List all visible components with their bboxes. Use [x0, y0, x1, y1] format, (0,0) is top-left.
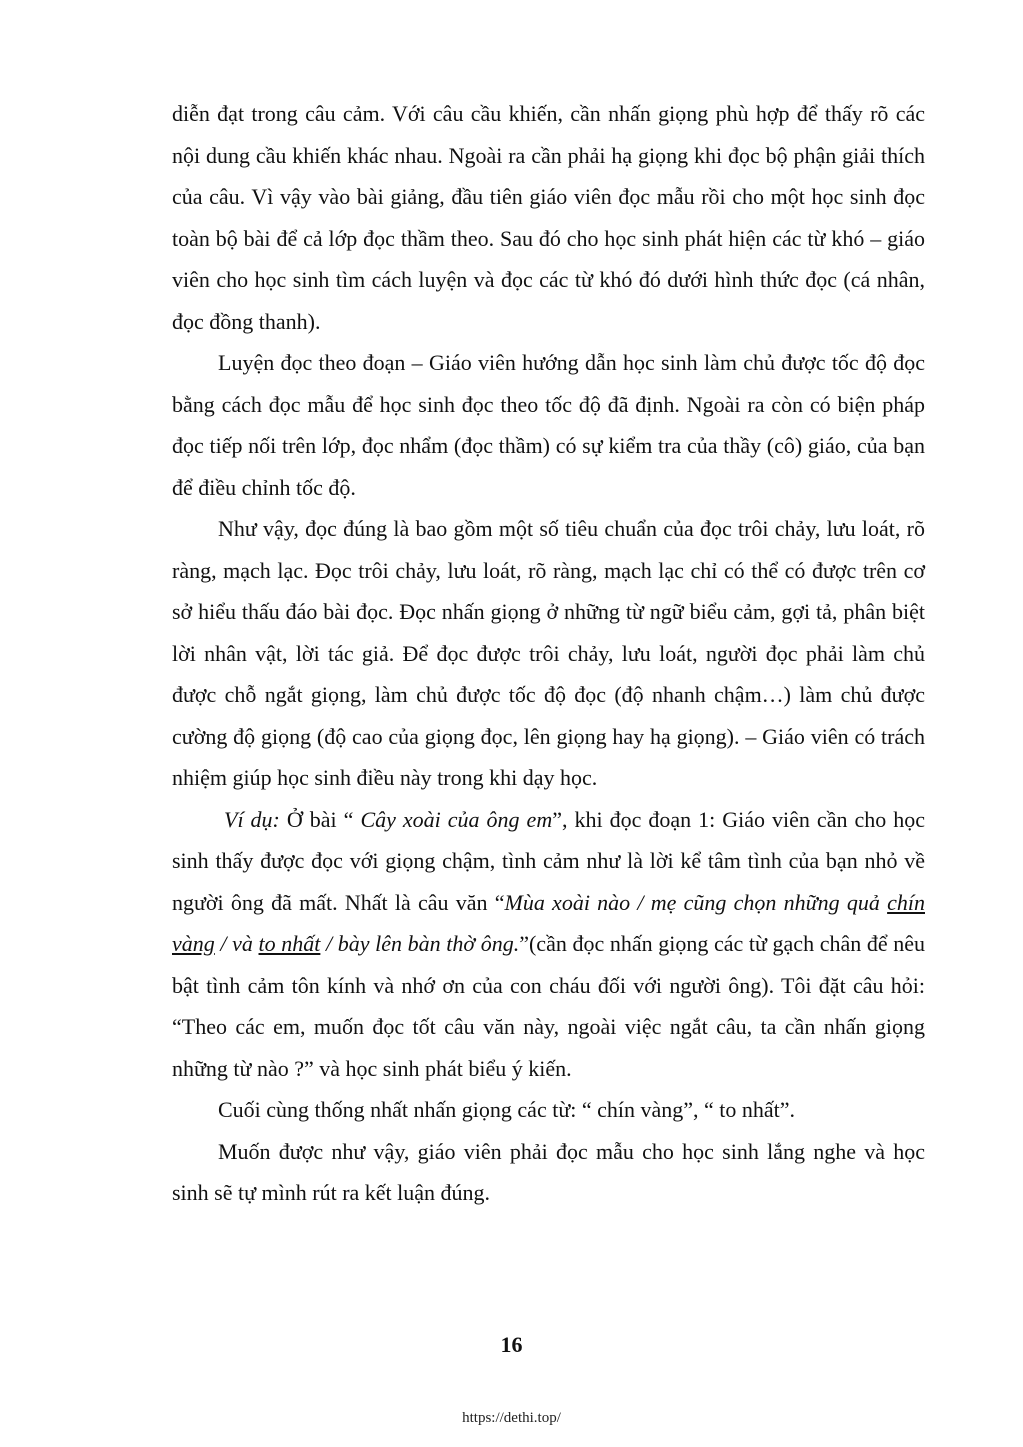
example-text-2: ”, khi đọc đoạn 1: Giáo viên cần cho học sinh thấy được đọc với giọng chậm, tình cảm như là lời kể tâm tình của bạn nhỏ về người ông đã mất. Nhất là câu văn “: [172, 806, 925, 915]
paragraph-2: Luyện đọc theo đoạn – Giáo viên hướng dẫn học sinh làm chủ được tốc độ đọc bằng cách đọc mẫu để học sinh đọc theo tốc độ đã định. Ngoài ra còn có biện pháp đọc tiếp nối trên lớp, đọc nhẩm (đọc thầm) có sự kiểm tra của thầy (cô) giáo, của bạn để điều chỉnh tốc độ.: [172, 350, 925, 500]
paragraph-example: [172, 799, 925, 1090]
quote-part-1: Mùa xoài nào / mẹ cũng chọn những quả: [504, 889, 888, 915]
paragraph-3: Như vậy, đọc đúng là bao gồm một số tiêu chuẩn của đọc trôi chảy, lưu loát, rõ ràng, mạch lạc. Đọc trôi chảy, lưu loát, rõ ràng, mạch lạc chỉ có thể có được trên cơ sở hiểu thấu đáo bài đọc. Đọc nhấn giọng ở những từ ngữ biểu cảm, gợi tả, phân biệt lời nhân vật, lời tác giả. Để đọc được trôi chảy, lưu loát, người đọc phải làm chủ được chỗ ngắt giọng, làm chủ được tốc độ đọc (độ nhanh chậm…) làm chủ được cường độ giọng (độ cao của giọng đọc, lên giọng hay hạ giọng). – Giáo viên có trách nhiệm giúp học sinh điều này trong khi dạy học.: [172, 516, 925, 790]
lesson-title: Cây xoài của ông em: [360, 806, 553, 832]
quote-part-3: / bày lên bàn thờ ông.: [320, 931, 520, 956]
page-number: 16: [500, 1332, 523, 1357]
example-label: Ví dụ:: [224, 806, 280, 832]
paragraph-5: Cuối cùng thống nhất nhấn giọng các từ: “ chín vàng”, “ to nhất”.: [218, 1097, 796, 1122]
paragraph-1: diễn đạt trong câu cảm. Với câu cầu khiến, cần nhấn giọng phù hợp để thấy rõ các nội dung cầu khiến khác nhau. Ngoài ra cần phải hạ giọng khi đọc bộ phận giải thích của câu. Vì vậy vào bài giảng, đầu tiên giáo viên đọc mẫu rồi cho một học sinh đọc toàn bộ bài để cả lớp đọc thầm theo. Sau đó cho học sinh phát hiện các từ khó – giáo viên cho học sinh tìm cách luyện và đọc các từ khó đó dưới hình thức đọc (cá nhân, đọc đồng thanh).: [172, 101, 925, 334]
underlined-word-2: to nhất: [258, 931, 321, 956]
paragraph-6: Muốn được như vậy, giáo viên phải đọc mẫu cho học sinh lắng nghe và học sinh sẽ tự mình rút ra kết luận đúng.: [172, 1138, 925, 1205]
example-text-3: ”(cần đọc nhấn giọng các từ gạch chân để nêu bật tình cảm tôn kính và nhớ ơn của con cháu đối với người ông). Tôi đặt câu hỏi: “Theo các em, muốn đọc tốt câu văn này, ngoài việc ngắt câu, ta cần nhấn giọng những từ nào ?” và học sinh phát biểu ý kiến.: [172, 931, 925, 1081]
body-text: [172, 93, 925, 1214]
underlined-word-1: chín vàng: [172, 889, 925, 956]
footer-url[interactable]: https://dethi.top/: [462, 1410, 561, 1426]
example-text-1: Ở bài “: [279, 806, 361, 832]
quote-part-2: / và: [214, 931, 259, 956]
